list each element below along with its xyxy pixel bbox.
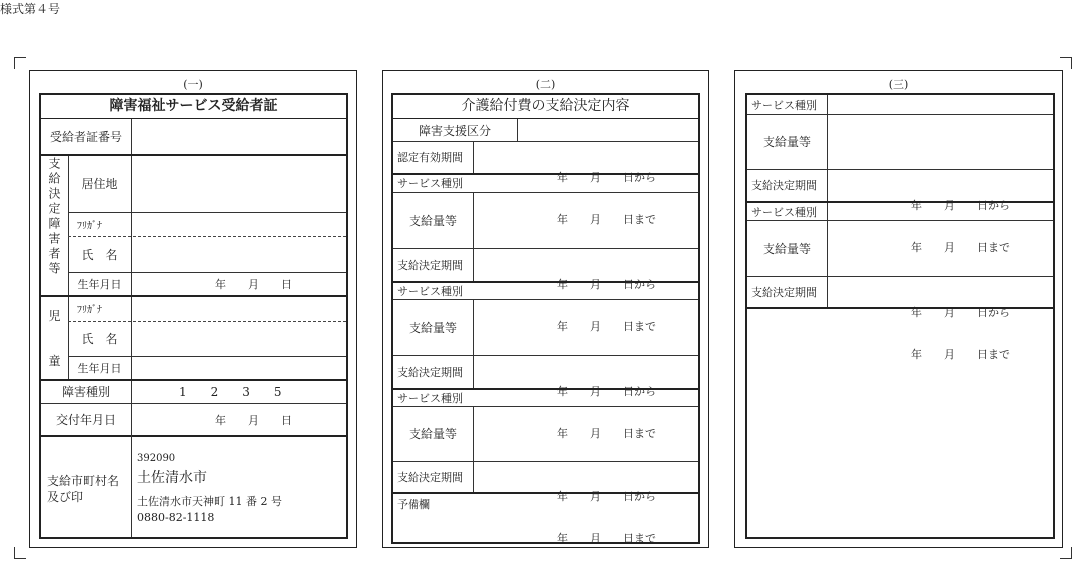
municipality-code: 392090 [137,453,176,464]
p3-decision-period-dates-1 [911,171,1010,283]
panel-1-table [39,93,348,539]
valid-period-from: 年 月 日から [557,171,656,184]
support-class-label: 障害支援区分 [418,123,491,138]
decision-period-to-3: 年 月 日まで [557,532,656,545]
panel-1-number: (一) [183,78,203,91]
child-label-top: 児 [48,308,61,323]
panel-2-number: (二) [535,78,556,91]
issue-date-label: 交付年月日 [55,413,116,427]
decision-period-label-1: 支給決定期間 [397,259,463,272]
p3-decision-period-to-1: 年 月 日まで [911,241,1010,254]
valid-period-dates [557,143,656,255]
p3-decision-period-to-2: 年 月 日まで [911,348,1010,361]
decision-period-to-2: 年 月 日まで [557,427,656,440]
decision-period-label-3: 支給決定期間 [397,471,463,484]
municipality-label [47,473,131,505]
birth-value: 年 月 日 [215,277,292,291]
p3-decision-period-label-2: 支給決定期間 [751,286,817,299]
panel-2-title: 介護給付費の支給決定内容 [393,95,698,119]
decision-period-from-2: 年 月 日から [557,385,656,398]
p3-service-type-label-1: サービス種別 [751,98,817,112]
decision-period-to-1: 年 月 日まで [557,320,656,333]
decision-period-label-2: 支給決定期間 [397,366,463,379]
disability-type-values: 1 2 3 5 [179,384,282,399]
crop-mark-bottom-right [1060,547,1072,559]
valid-period-to: 年 月 日まで [557,213,656,226]
amount-label-2: 支給量等 [408,320,457,335]
name-label: 氏 名 [81,247,118,262]
amount-label-1: 支給量等 [408,213,457,228]
birth-label: 生年月日 [77,277,122,291]
p3-amount-label-2: 支給量等 [762,241,811,256]
child-name-label: 氏 名 [81,332,118,346]
child-birth-label: 生年月日 [77,361,122,375]
amount-label-3: 支給量等 [408,427,457,441]
crop-mark-top-left [14,57,26,69]
decision-group-label: 支給決定障害者等 [47,156,61,277]
municipality-phone: 0880-82-1118 [137,511,215,524]
child-label-bottom: 童 [48,353,61,368]
p3-decision-period-from-2: 年 月 日から [911,306,1010,319]
disability-type-label: 障害種別 [61,384,110,399]
recipient-number-label: 受給者証番号 [49,130,122,144]
address-label: 居住地 [81,176,118,191]
remarks-label: 予備欄 [397,498,430,511]
municipality-label-line2: 及び印 [47,490,84,504]
issue-date-value: 年 月 日 [215,413,292,427]
p3-decision-period-from-1: 年 月 日から [911,199,1010,212]
furigana-label: ﾌﾘｶﾞﾅ [77,220,102,232]
municipality-name: 土佐清水市 [137,470,207,486]
decision-period-from-1: 年 月 日から [557,278,656,291]
decision-period-dates-2 [557,357,656,469]
decision-period-dates-3 [557,462,656,574]
valid-period-label: 認定有効期間 [397,151,463,164]
panel-3-number: (三) [888,78,909,91]
p3-amount-label-1: 支給量等 [762,135,811,149]
service-type-label-2: サービス種別 [397,285,463,298]
municipality-label-line1: 支給市町村名 [47,474,120,488]
p3-decision-period-dates-2 [911,278,1010,390]
child-furigana-label: ﾌﾘｶﾞﾅ [77,304,102,316]
panel-1-title: 障害福祉サービス受給者証 [41,95,346,119]
crop-mark-bottom-left [14,547,26,559]
decision-period-from-3: 年 月 日から [557,490,656,503]
p3-service-type-label-2: サービス種別 [751,205,817,219]
panel-3-table [745,93,1055,539]
decision-period-dates-1 [557,250,656,362]
form-number-label: 様式第４号 [0,2,61,16]
service-type-label-3: サービス種別 [397,392,463,405]
crop-mark-top-right [1060,57,1072,69]
panel-2-table [391,93,700,544]
p3-decision-period-label-1: 支給決定期間 [751,179,817,192]
municipality-address: 土佐清水市天神町 11 番 2 号 [137,495,282,508]
service-type-label-1: サービス種別 [397,177,463,190]
